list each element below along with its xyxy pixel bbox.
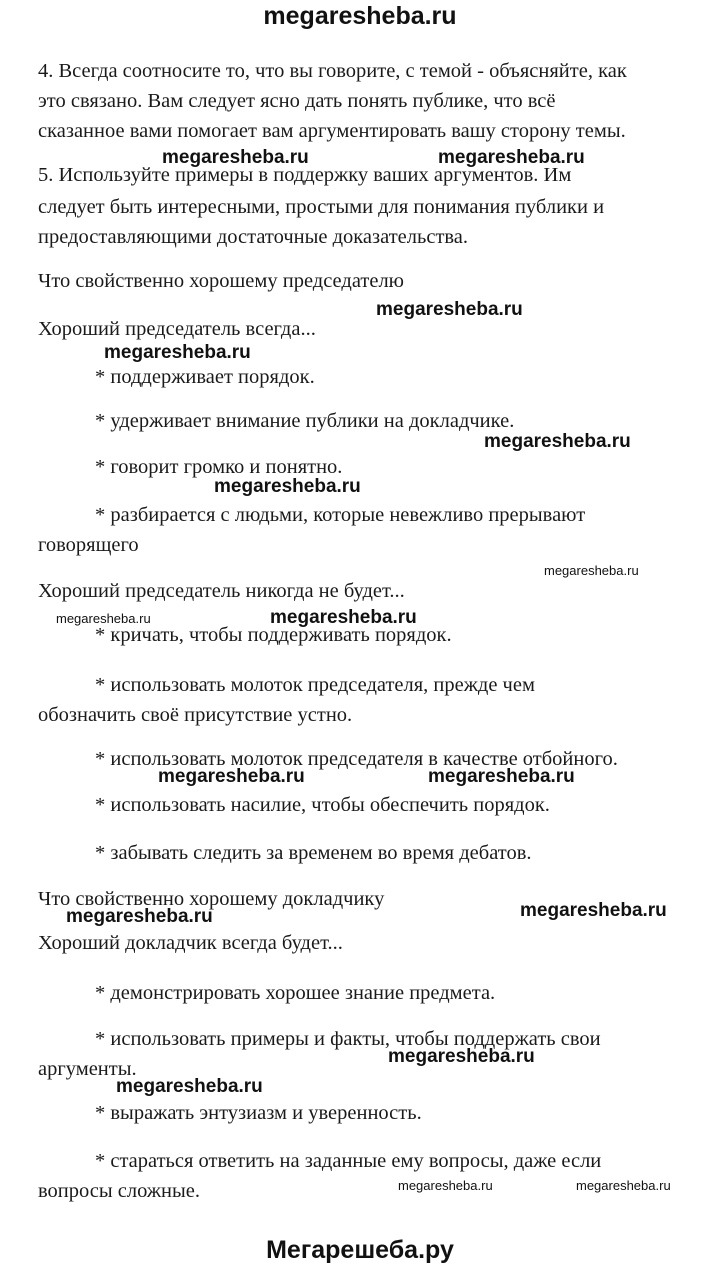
list-item: * поддерживает порядок. [95, 366, 315, 388]
text-line: следует быть интересными, простыми для понимания публики и [38, 196, 605, 218]
text-line: сказанное вами помогает вам аргументировать вашу сторону темы. [38, 120, 626, 142]
text-line: 4. Всегда соотносите то, что вы говорите, с темой - объясняйте, как [38, 60, 627, 82]
watermark: megaresheba.ru [56, 611, 151, 626]
watermark: megaresheba.ru [428, 766, 575, 787]
text-line: предоставляющими достаточные доказательства. [38, 226, 469, 248]
section-heading: Что свойственно хорошему докладчику [38, 888, 385, 910]
list-item: * использовать молоток председателя в качестве отбойного. [95, 748, 618, 770]
list-item: * использовать примеры и факты, чтобы поддержать свои [95, 1028, 601, 1050]
text-line: 5. Используйте примеры в поддержку ваших аргументов. Им [38, 164, 572, 186]
list-item: * забывать следить за временем во время дебатов. [95, 842, 532, 864]
list-item: * демонстрировать хорошее знание предмета. [95, 982, 496, 1004]
watermark: megaresheba.ru [270, 607, 417, 628]
list-item: * кричать, чтобы поддерживать порядок. [95, 624, 452, 646]
text-line: вопросы сложные. [38, 1180, 200, 1202]
text-line: аргументы. [38, 1058, 137, 1080]
watermark: megaresheba.ru [576, 1178, 671, 1193]
watermark: megaresheba.ru [66, 906, 213, 927]
watermark: megaresheba.ru [520, 900, 667, 921]
list-item: * использовать насилие, чтобы обеспечить порядок. [95, 794, 550, 816]
text-line: Хороший председатель никогда не будет... [38, 580, 405, 602]
watermark: megaresheba.ru [544, 563, 639, 578]
text-line: обозначить своё присутствие устно. [38, 704, 353, 726]
watermark: megaresheba.ru [398, 1178, 493, 1193]
text-line: Хороший докладчик всегда будет... [38, 932, 343, 954]
list-item: * использовать молоток председателя, прежде чем [95, 674, 535, 696]
watermark: megaresheba.ru [388, 1046, 535, 1067]
list-item: * говорит громко и понятно. [95, 456, 343, 478]
watermark: megaresheba.ru [104, 342, 251, 363]
list-item: * выражать энтузиазм и уверенность. [95, 1102, 422, 1124]
section-heading: Что свойственно хорошему председателю [38, 270, 404, 292]
watermark: megaresheba.ru [376, 299, 523, 320]
text-line: это связано. Вам следует ясно дать понять публике, что всё [38, 90, 556, 112]
watermark: megaresheba.ru [116, 1076, 263, 1097]
watermark: megaresheba.ru [214, 476, 361, 497]
watermark: megaresheba.ru [438, 147, 585, 168]
list-item: * стараться ответить на заданные ему вопросы, даже если [95, 1150, 602, 1172]
watermark: megaresheba.ru [158, 766, 305, 787]
text-line: Хороший председатель всегда... [38, 318, 316, 340]
site-header: megaresheba.ru [263, 2, 457, 30]
list-item: * разбирается с людьми, которые невежливо прерывают [95, 504, 586, 526]
watermark: megaresheba.ru [484, 431, 631, 452]
site-footer: Мегарешеба.ру [266, 1236, 454, 1264]
text-line: говорящего [38, 534, 139, 556]
watermark: megaresheba.ru [162, 147, 309, 168]
list-item: * удерживает внимание публики на докладчике. [95, 410, 515, 432]
